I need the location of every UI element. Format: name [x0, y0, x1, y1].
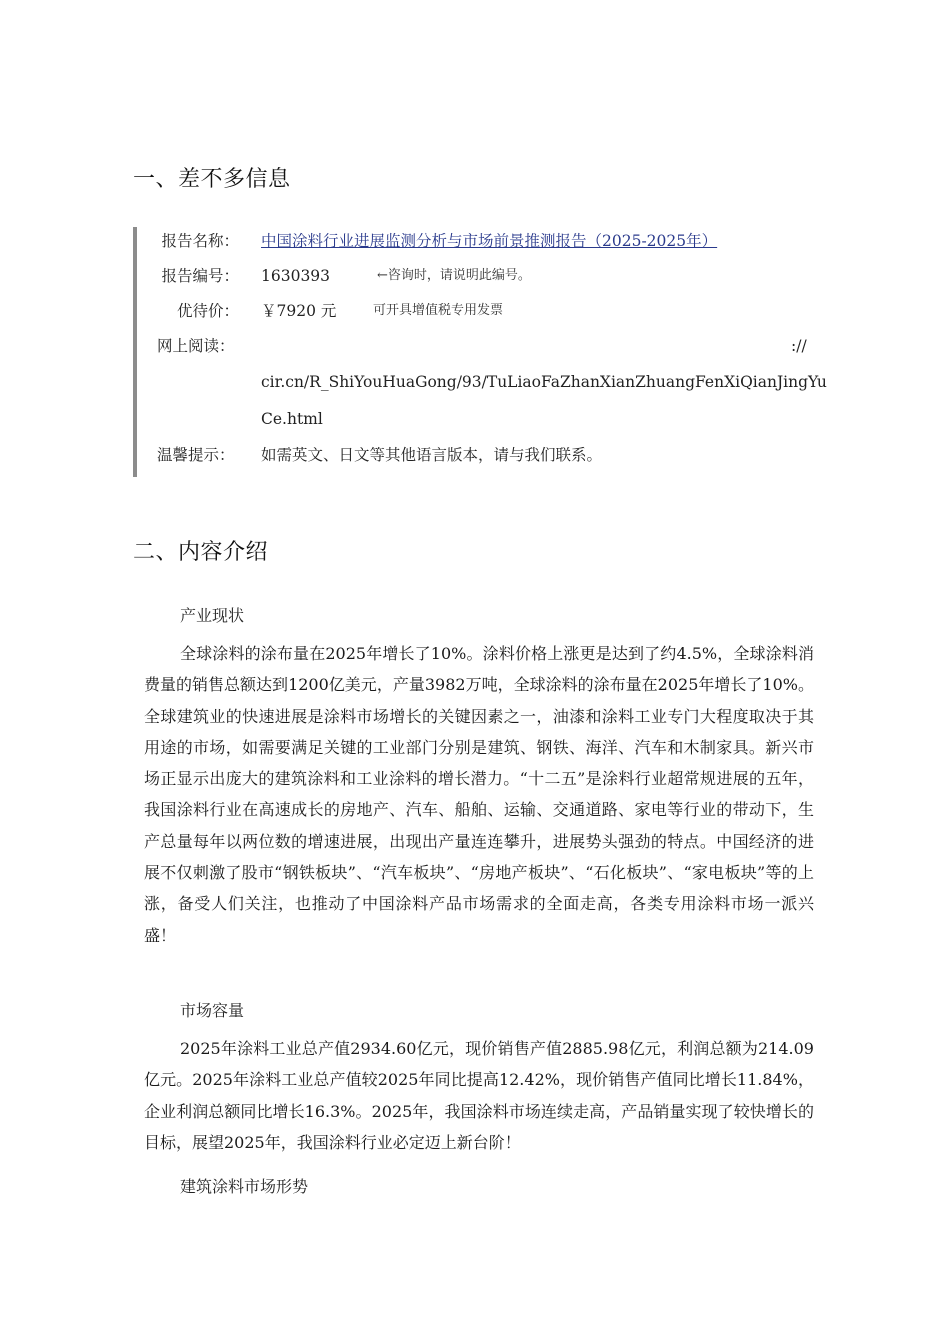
report-name-link[interactable]: 中国涂料行业进展监测分析与市场前景推测报告（2025-2025年）: [261, 232, 718, 250]
online-read-label: 网上阅读：: [157, 337, 235, 355]
subheading-industry-status: 产业现状: [180, 606, 245, 625]
report-number-note: ←咨询时，请说明此编号。: [377, 268, 531, 283]
online-url-line-2[interactable]: Ce.html: [261, 410, 323, 428]
report-number-label: 报告编号：: [161, 267, 239, 285]
section-heading-content-intro: 二、内容介绍: [133, 540, 269, 565]
report-number-value: 1630393: [261, 267, 331, 285]
tip-label: 温馨提示：: [157, 446, 235, 464]
report-info-box: [133, 227, 827, 477]
paragraph-market-capacity: 2025年涂料工业总产值2934.60亿元，现价销售产值2885.98亿元，利润总额为214.09亿元。2025年涂料工业总产值较2025年同比提高12.42%，现价销售产值同比增长11.84%，企业利润总额同比增长16.3%。2025年，我国涂料市场连续走高，产品销量实现了较快增长的目标，展望2025年，我国涂料行业必定迈上新台阶！: [144, 1039, 814, 1152]
invoice-note: 可开具增值税专用发票: [373, 303, 504, 318]
paragraph-industry-status: 全球涂料的涂布量在2025年增长了10%。涂料价格上涨更是达到了约4.5%，全球涂料消费量的销售总额达到1200亿美元，产量3982万吨，全球涂料的涂布量在2025年增长了10%。全球建筑业的快速进展是涂料市场增长的关键因素之一，油漆和涂料工业专门大程度取决于其用途的市场，如需要满足关键的工业部门分别是建筑、钢铁、海洋、汽车和木制家具。新兴市场正显示出庞大的建筑涂料和工业涂料的增长潜力。“十二五”是涂料行业超常规进展的五年，我国涂料行业在高速成长的房地产、汽车、船舶、运输、交通道路、家电等行业的带动下，生产总量每年以两位数的增速进展，出现出产量连连攀升，进展势头强劲的特点。中国经济的进展不仅刺激了股市“钢铁板块”、“汽车板块”、“房地产板块”、“石化板块”、“家电板块”等的上涨，备受人们关注，也推动了中国涂料产品市场需求的全面走高，各类专用涂料市场一派兴盛！: [144, 644, 814, 945]
section-heading-basic-info: 一、差不多信息: [133, 167, 291, 192]
online-url-prefix[interactable]: ://: [791, 337, 807, 355]
price-value: ￥7920 元: [261, 302, 337, 320]
report-name-label: 报告名称：: [161, 232, 239, 250]
online-url-line-1[interactable]: cir.cn/R_ShiYouHuaGong/93/TuLiaoFaZhanXianZhuangFenXiQianJingYu: [261, 373, 827, 391]
subheading-market-capacity: 市场容量: [180, 1001, 245, 1020]
subheading-architectural-coatings: 建筑涂料市场形势: [180, 1177, 309, 1196]
price-label: 优待价：: [176, 302, 239, 320]
tip-value: 如需英文、日文等其他语言版本，请与我们联系。: [261, 446, 603, 464]
